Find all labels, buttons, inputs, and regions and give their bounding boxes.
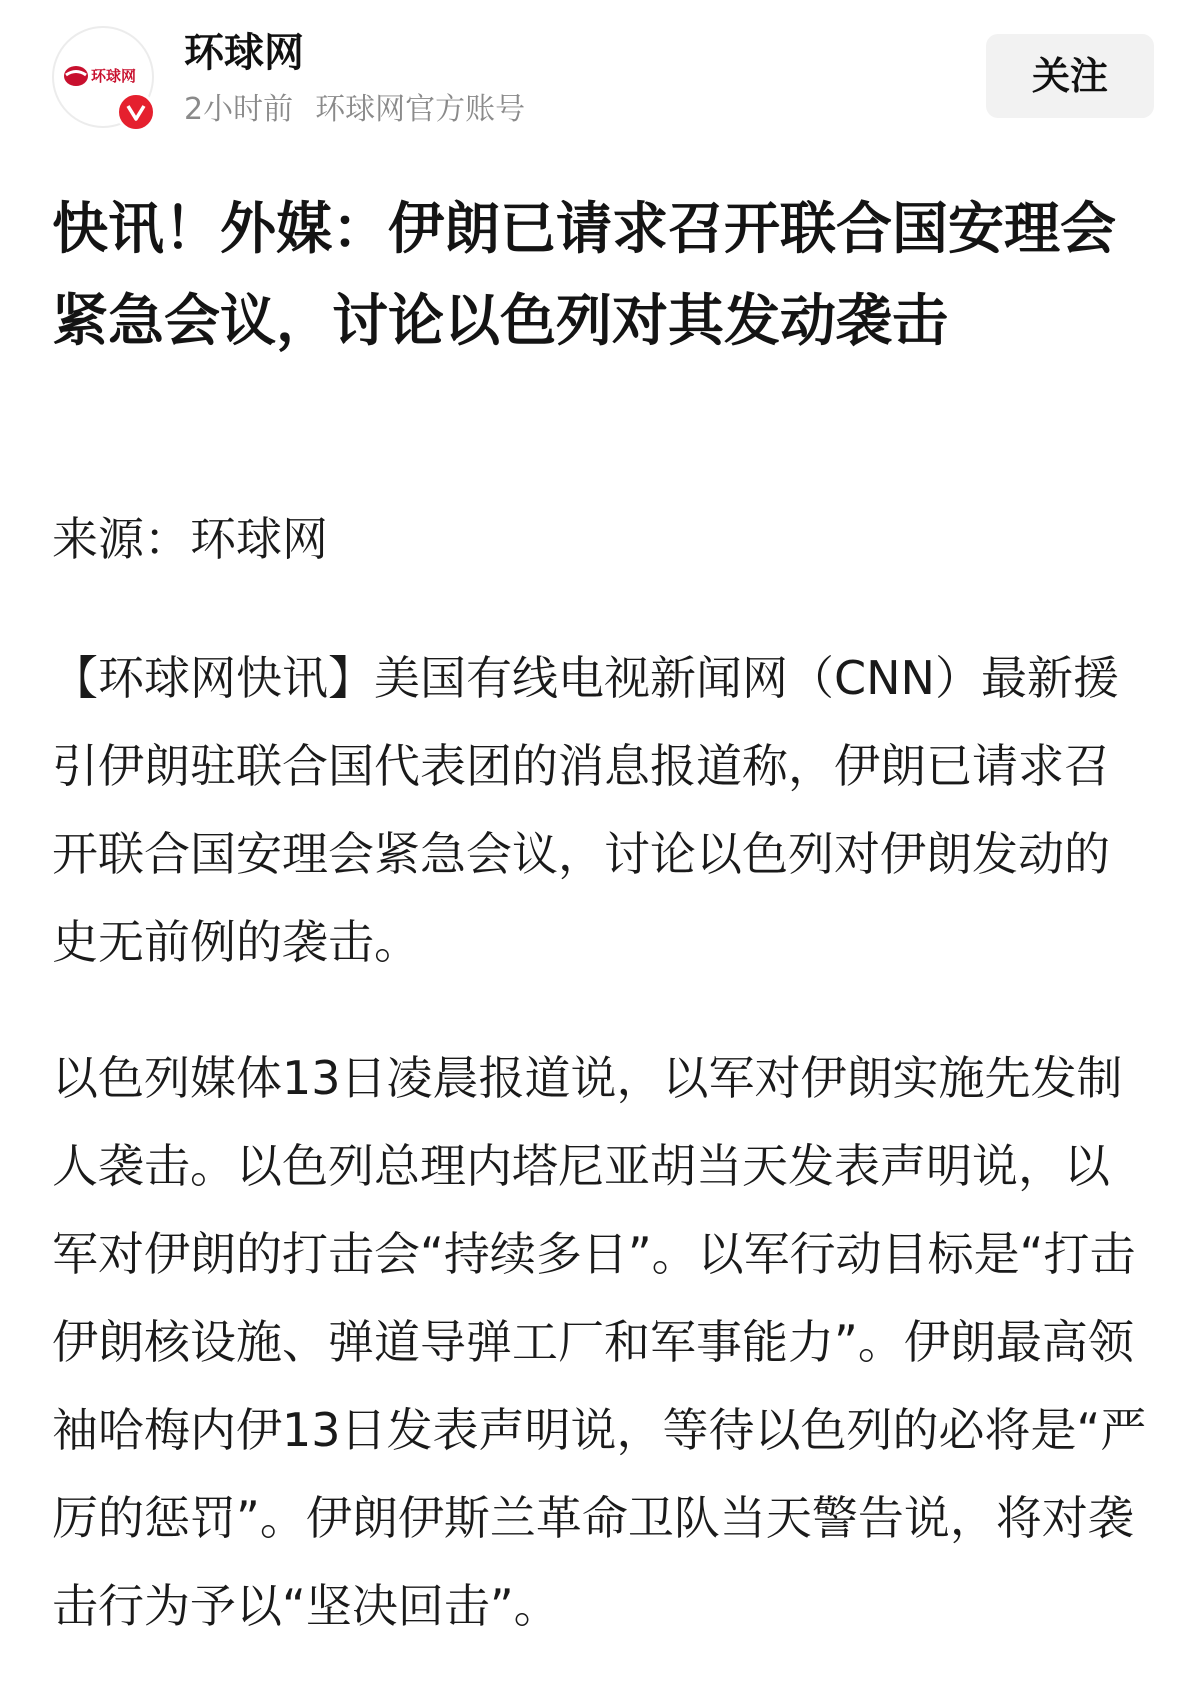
account-name[interactable]: 环球网: [184, 30, 304, 76]
article-header: [0, 0, 1198, 140]
account-avatar[interactable]: [52, 26, 154, 128]
article-paragraph: 以色列媒体13日凌晨报道说，以军对伊朗实施先发制人袭击。以色列总理内塔尼亚胡当天发表声明说，以军对伊朗的打击会“持续多日”。以军行动目标是“打击伊朗核设施、弹道导弹工厂和军事能力”。伊朗最高领袖哈梅内伊13日发表声明说，等待以色列的必将是“严厉的惩罚”。伊朗伊斯兰革命卫队当天警告说，将对袭击行为予以“坚决回击”。: [52, 1051, 1147, 1633]
article-title: 快讯！外媒：伊朗已请求召开联合国安理会紧急会议，讨论以色列对其发动袭击: [52, 197, 1116, 354]
verified-v-icon: [116, 92, 156, 132]
article-source: 来源：环球网: [52, 512, 328, 566]
post-time: 2小时前: [184, 92, 294, 127]
huanqiu-logo-icon: [62, 58, 146, 94]
post-meta: [184, 90, 525, 130]
logo-text: 环球网: [91, 67, 137, 85]
article-paragraph: 【环球网快讯】美国有线电视新闻网（CNN）最新援引伊朗驻联合国代表团的消息报道称，伊朗已请求召开联合国安理会紧急会议，讨论以色列对伊朗发动的史无前例的袭击。: [52, 651, 1119, 969]
follow-button[interactable]: 关注: [986, 34, 1154, 118]
account-type: 环球网官方账号: [315, 92, 526, 127]
